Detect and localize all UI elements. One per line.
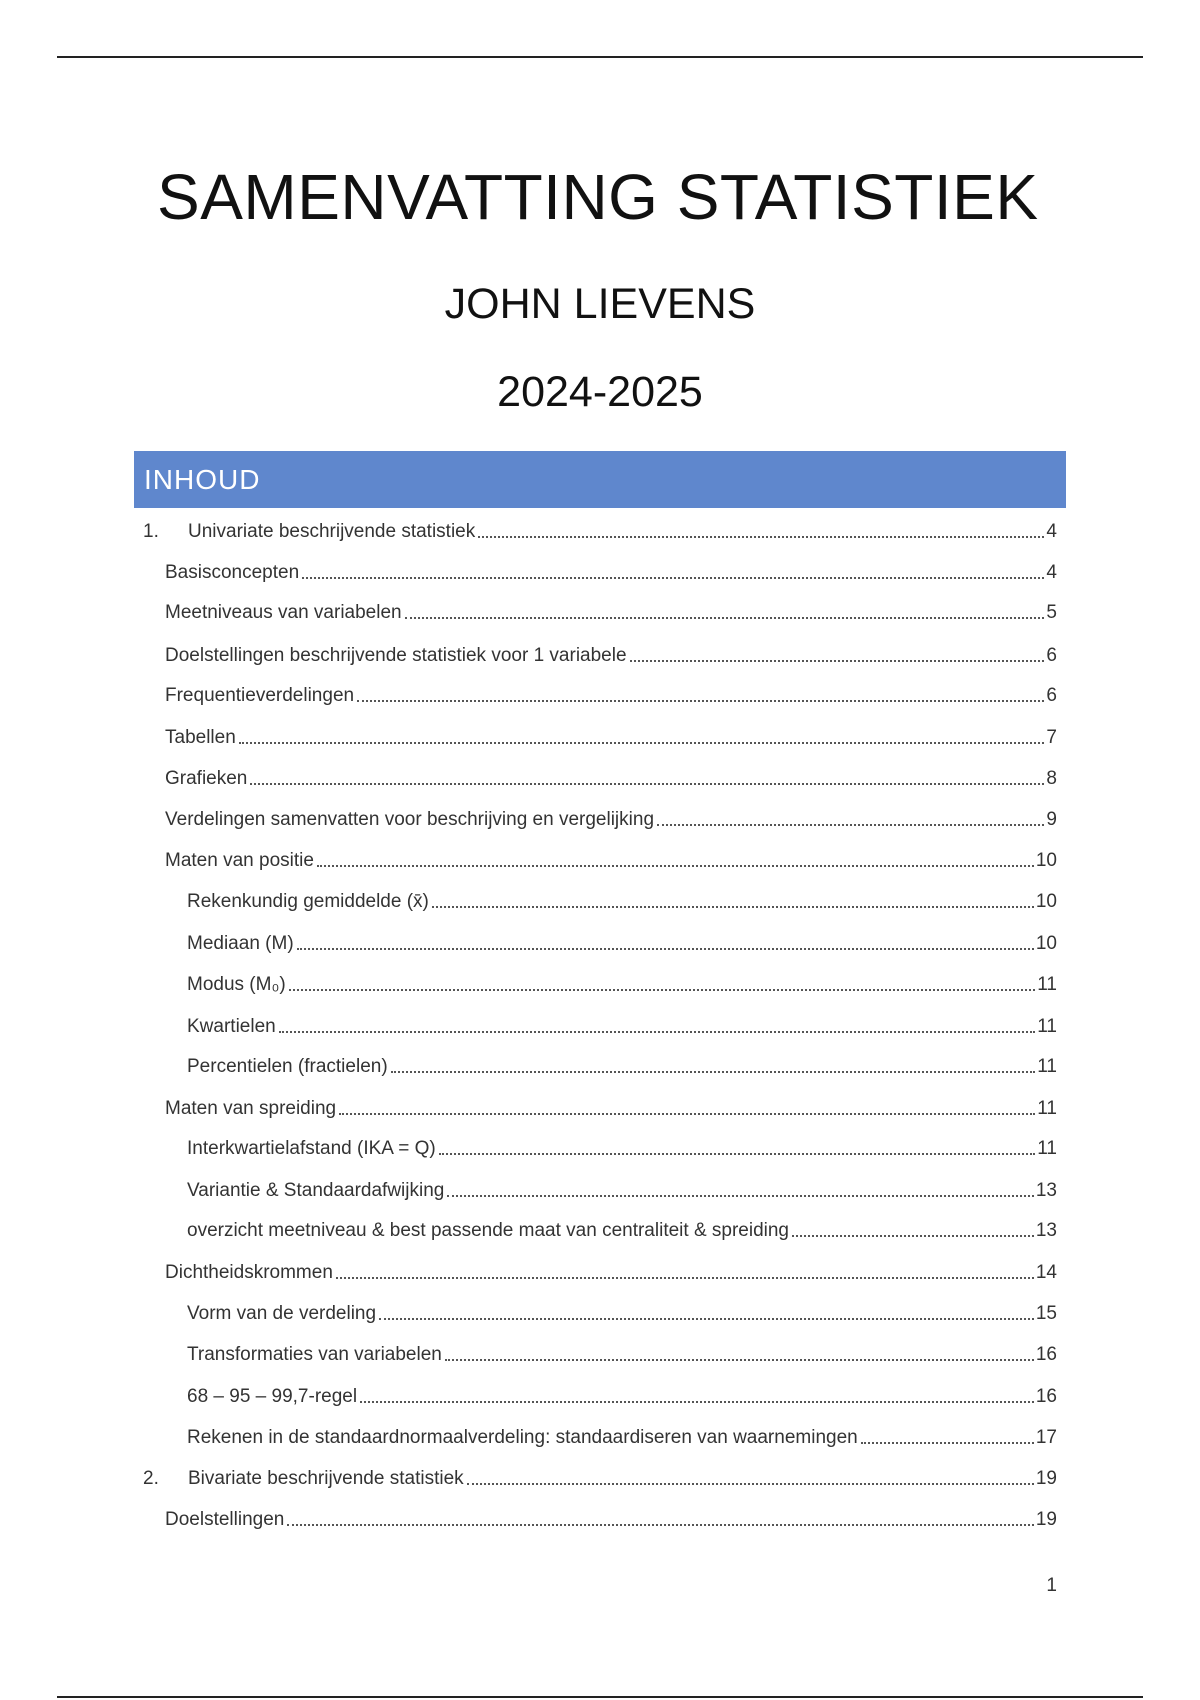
toc-entry-label: Tabellen bbox=[165, 727, 236, 748]
toc-entry-page: 16 bbox=[1035, 1386, 1057, 1407]
toc-entry-label: Mediaan (M) bbox=[187, 933, 294, 954]
toc-entry[interactable] bbox=[143, 1464, 1057, 1490]
toc-dot-leader bbox=[432, 906, 1034, 908]
toc-dot-leader bbox=[287, 1524, 1034, 1526]
toc-entry-page: 19 bbox=[1035, 1468, 1057, 1489]
toc-entry-label: Dichtheidskrommen bbox=[165, 1262, 333, 1283]
toc-entry-label: Meetniveaus van variabelen bbox=[165, 602, 402, 623]
toc-entry[interactable] bbox=[187, 1012, 1057, 1038]
document-title: SAMENVATTING STATISTIEK bbox=[157, 161, 1039, 233]
toc-entry-label: Verdelingen samenvatten voor beschrijving en vergelijking bbox=[165, 809, 655, 830]
author-name: JOHN LIEVENS bbox=[444, 280, 756, 328]
toc-entry[interactable] bbox=[187, 1423, 1057, 1449]
toc-entry-label: Rekenen in de standaardnormaalverdeling: standaardiseren van waarnemingen bbox=[187, 1427, 858, 1448]
toc-dot-leader bbox=[357, 700, 1044, 702]
toc-dot-leader bbox=[317, 865, 1034, 867]
toc-dot-leader bbox=[478, 536, 1044, 538]
toc-entry-page: 11 bbox=[1037, 1016, 1057, 1037]
bottom-rule bbox=[57, 1696, 1143, 1698]
toc-entry-page: 10 bbox=[1035, 933, 1057, 954]
toc-entry-label: Kwartielen bbox=[187, 1016, 276, 1037]
toc-entry-page: 11 bbox=[1037, 1056, 1057, 1077]
toc-entry-label: Grafieken bbox=[165, 768, 248, 789]
toc-dot-leader bbox=[447, 1195, 1034, 1197]
toc-entry[interactable] bbox=[187, 1382, 1057, 1408]
toc-entry[interactable] bbox=[187, 1299, 1057, 1325]
toc-entry-page: 11 bbox=[1037, 974, 1057, 995]
toc-entry-page: 9 bbox=[1046, 809, 1057, 830]
toc-entry-page: 13 bbox=[1035, 1180, 1057, 1201]
toc-dot-leader bbox=[657, 824, 1044, 826]
toc-entry[interactable] bbox=[187, 887, 1057, 913]
academic-year: 2024-2025 bbox=[497, 368, 703, 416]
toc-entry-label: Vorm van de verdeling bbox=[187, 1303, 377, 1324]
toc-entry[interactable] bbox=[165, 846, 1057, 872]
toc-entry-label: Doelstellingen bbox=[165, 1509, 285, 1530]
toc-entry-label: Transformaties van variabelen bbox=[187, 1344, 442, 1365]
toc-dot-leader bbox=[279, 1031, 1036, 1033]
toc-entry-page: 11 bbox=[1037, 1098, 1057, 1119]
toc-dot-leader bbox=[630, 660, 1045, 662]
toc-entry-number: 2. bbox=[143, 1468, 159, 1489]
toc-entry-page: 14 bbox=[1035, 1262, 1057, 1283]
toc-entry[interactable] bbox=[165, 1094, 1057, 1120]
toc-dot-leader bbox=[250, 783, 1044, 785]
toc-dot-leader bbox=[379, 1318, 1034, 1320]
toc-entry-label: overzicht meetniveau & best passende maat van centraliteit & spreiding bbox=[187, 1220, 789, 1241]
toc-entry-page: 4 bbox=[1046, 562, 1057, 583]
page-number: 1 bbox=[1046, 1575, 1057, 1596]
toc-entry-label: Basisconcepten bbox=[165, 562, 300, 583]
toc-entry[interactable] bbox=[165, 681, 1057, 707]
toc-entry-page: 6 bbox=[1046, 645, 1057, 666]
toc-entry[interactable] bbox=[165, 598, 1057, 624]
toc-entry[interactable] bbox=[187, 1052, 1057, 1078]
toc-entry[interactable] bbox=[187, 1216, 1057, 1242]
toc-dot-leader bbox=[239, 742, 1045, 744]
toc-entry-page: 4 bbox=[1046, 521, 1057, 542]
toc-dot-leader bbox=[439, 1153, 1036, 1155]
toc-heading: INHOUD bbox=[144, 464, 261, 495]
toc-dot-leader bbox=[391, 1071, 1036, 1073]
toc-dot-leader bbox=[792, 1235, 1034, 1237]
toc-entry[interactable] bbox=[143, 517, 1057, 543]
toc-entry[interactable] bbox=[187, 970, 1057, 996]
toc-entry[interactable] bbox=[165, 558, 1057, 584]
toc-dot-leader bbox=[289, 989, 1036, 991]
toc-entry[interactable] bbox=[187, 1134, 1057, 1160]
toc-dot-leader bbox=[336, 1277, 1034, 1279]
toc-dot-leader bbox=[861, 1442, 1034, 1444]
toc-entry[interactable] bbox=[165, 641, 1057, 667]
toc-entry-label: Frequentieverdelingen bbox=[165, 685, 355, 706]
toc-entry-page: 15 bbox=[1035, 1303, 1057, 1324]
toc-entry-label: Modus (M₀) bbox=[187, 974, 286, 995]
toc-entry-page: 10 bbox=[1035, 850, 1057, 871]
toc-entry-label: Maten van spreiding bbox=[165, 1098, 337, 1119]
toc-dot-leader bbox=[445, 1359, 1034, 1361]
toc-entry[interactable] bbox=[187, 1340, 1057, 1366]
toc-entry-page: 16 bbox=[1035, 1344, 1057, 1365]
toc-entry[interactable] bbox=[165, 805, 1057, 831]
toc-entry[interactable] bbox=[165, 764, 1057, 790]
toc-entry-label: Doelstellingen beschrijvende statistiek voor 1 variabele bbox=[165, 645, 627, 666]
toc-entry-label: Rekenkundig gemiddelde (x̄) bbox=[187, 891, 429, 912]
toc-entry-page: 19 bbox=[1035, 1509, 1057, 1530]
toc-dot-leader bbox=[467, 1483, 1034, 1485]
toc-dot-leader bbox=[405, 617, 1045, 619]
toc-dot-leader bbox=[339, 1113, 1035, 1115]
toc-entry-page: 5 bbox=[1046, 602, 1057, 623]
toc-entry[interactable] bbox=[187, 929, 1057, 955]
toc-entry-page: 7 bbox=[1046, 727, 1057, 748]
toc-entry-label: Bivariate beschrijvende statistiek bbox=[188, 1468, 464, 1489]
toc-dot-leader bbox=[297, 948, 1034, 950]
toc-entry-label: Variantie & Standaardafwijking bbox=[187, 1180, 445, 1201]
toc-entry[interactable] bbox=[165, 1505, 1057, 1531]
toc-entry-page: 6 bbox=[1046, 685, 1057, 706]
toc-entry-number: 1. bbox=[143, 521, 159, 542]
toc-entry-page: 17 bbox=[1035, 1427, 1057, 1448]
toc-entry-label: Percentielen (fractielen) bbox=[187, 1056, 388, 1077]
toc-entry[interactable] bbox=[187, 1176, 1057, 1202]
toc-entry-page: 11 bbox=[1037, 1138, 1057, 1159]
toc-entry-page: 13 bbox=[1035, 1220, 1057, 1241]
toc-entry[interactable] bbox=[165, 723, 1057, 749]
toc-entry-label: Interkwartielafstand (IKA = Q) bbox=[187, 1138, 436, 1159]
toc-dot-leader bbox=[302, 577, 1044, 579]
toc-entry-page: 10 bbox=[1035, 891, 1057, 912]
toc-entry-label: Univariate beschrijvende statistiek bbox=[188, 521, 476, 542]
toc-entry-label: 68 – 95 – 99,7-regel bbox=[187, 1386, 358, 1407]
toc-dot-leader bbox=[360, 1401, 1034, 1403]
toc-entry-label: Maten van positie bbox=[165, 850, 314, 871]
toc-entry-page: 8 bbox=[1046, 768, 1057, 789]
toc-entry[interactable] bbox=[165, 1258, 1057, 1284]
